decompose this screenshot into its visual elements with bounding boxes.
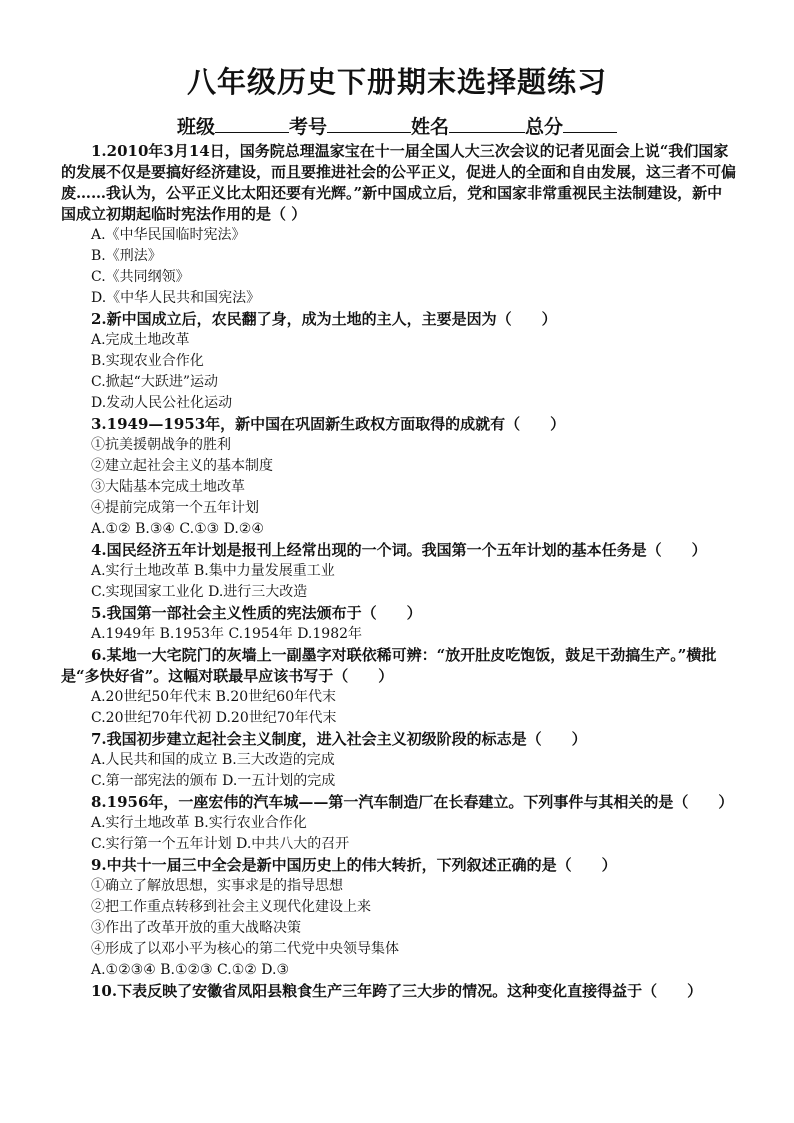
answer-option: D.《中华人民共和国宪法》 (91, 290, 261, 306)
answer-option: A.①② B.③④ C.①③ D.②④ (91, 521, 264, 537)
score-blank[interactable] (563, 114, 617, 133)
answer-option: C.掀起“大跃进”运动 (91, 374, 218, 390)
question-stem: 7.我国初步建立起社会主义制度，进入社会主义初级阶段的标志是（ ） (91, 730, 587, 748)
answer-option: ①抗美援朝战争的胜利 (91, 437, 231, 453)
question-item (61, 981, 737, 1002)
question-item (61, 792, 737, 855)
answer-option: A.实行土地改革 B.实行农业合作化 (91, 815, 307, 831)
question-item (61, 729, 737, 792)
page-title: 八年级历史下册期末选择题练习 (186, 65, 607, 99)
question-item (61, 645, 737, 729)
question-item (61, 414, 737, 540)
answer-option: B.《刑法》 (91, 248, 162, 264)
answer-option: C.实行第一个五年计划 D.中共八大的召开 (91, 836, 350, 852)
question-stem: 1.2010年3月14日，国务院总理温家宝在十一届全国人大三次会议的记者见面会上说“我们国家的发展不仅是要搞好经济建设，而且要推进社会的公平正义，促进人的全面和自由发展，这三者不可偏废……我认为，公平正义比太阳还要有光辉。”新中国成立后，党和国家非常重视民主法制建设，新中国成立初期起临时宪法作用的是（ ） (61, 142, 737, 223)
class-label: 班级 (176, 116, 215, 138)
answer-option: C.实现国家工业化 D.进行三大改造 (91, 584, 308, 600)
name-label: 姓名 (411, 116, 450, 138)
answer-option: B.实现农业合作化 (91, 353, 204, 369)
name-blank[interactable] (449, 114, 525, 133)
class-blank[interactable] (215, 114, 289, 133)
answer-option: A.人民共和国的成立 B.三大改造的完成 (91, 752, 335, 768)
question-stem: 2.新中国成立后，农民翻了身，成为土地的主人，主要是因为（ ） (91, 310, 557, 328)
answer-option: ①确立了解放思想，实事求是的指导思想 (91, 878, 343, 894)
question-item (61, 540, 737, 603)
answer-option: A.《中华民国临时宪法》 (91, 227, 246, 243)
answer-option: A.1949年 B.1953年 C.1954年 D.1982年 (91, 626, 363, 642)
question-stem: 5.我国第一部社会主义性质的宪法颁布于（ ） (91, 604, 422, 622)
question-item (61, 309, 737, 414)
question-stem: 10.下表反映了安徽省凤阳县粮食生产三年跨了三大步的情况。这种变化直接得益于（ ） (91, 982, 703, 1000)
answer-option: ②把工作重点转移到社会主义现代化建设上来 (91, 899, 371, 915)
question-item (61, 855, 737, 981)
answer-option: A.①②③④ B.①②③ C.①② D.③ (91, 962, 289, 978)
answer-option: C.《共同纲领》 (91, 269, 190, 285)
question-item (61, 141, 737, 309)
question-stem: 4.国民经济五年计划是报刊上经常出现的一个词。我国第一个五年计划的基本任务是（ ） (91, 541, 707, 559)
answer-option: ③作出了改革开放的重大战略决策 (91, 920, 301, 936)
answer-option: A.20世纪50年代末 B.20世纪60年代末 (91, 689, 337, 705)
answer-option: C.20世纪70年代初 D.20世纪70年代末 (91, 710, 337, 726)
answer-option: ④提前完成第一个五年计划 (91, 500, 259, 516)
question-list (61, 141, 737, 1002)
student-info-line (0, 112, 794, 139)
answer-option: ②建立起社会主义的基本制度 (91, 458, 273, 474)
score-label: 总分 (525, 116, 564, 138)
answer-option: ③大陆基本完成土地改革 (91, 479, 245, 495)
question-item (61, 603, 737, 645)
answer-option: A.实行土地改革 B.集中力量发展重工业 (91, 563, 335, 579)
answer-option: ④形成了以邓小平为核心的第二代党中央领导集体 (91, 941, 399, 957)
answer-option: C.第一部宪法的颁布 D.一五计划的完成 (91, 773, 336, 789)
question-stem: 8.1956年，一座宏伟的汽车城——第一汽车制造厂在长春建立。下列事件与其相关的是（ ） (91, 793, 734, 811)
exam-no-blank[interactable] (327, 114, 411, 133)
answer-option: D.发动人民公社化运动 (91, 395, 233, 411)
answer-option: A.完成土地改革 (91, 332, 190, 348)
question-stem: 3.1949—1953年，新中国在巩固新生政权方面取得的成就有（ ） (91, 415, 566, 433)
question-stem: 9.中共十一届三中全会是新中国历史上的伟大转折，下列叙述正确的是（ ） (91, 856, 617, 874)
exam-no-label: 考号 (288, 116, 327, 138)
question-stem: 6.某地一大宅院门的灰墙上一副墨字对联依稀可辨：“放开肚皮吃饱饭，鼓足干劲搞生产。”横批是“多快好省”。这幅对联最早应该书写于（ ） (61, 646, 717, 685)
